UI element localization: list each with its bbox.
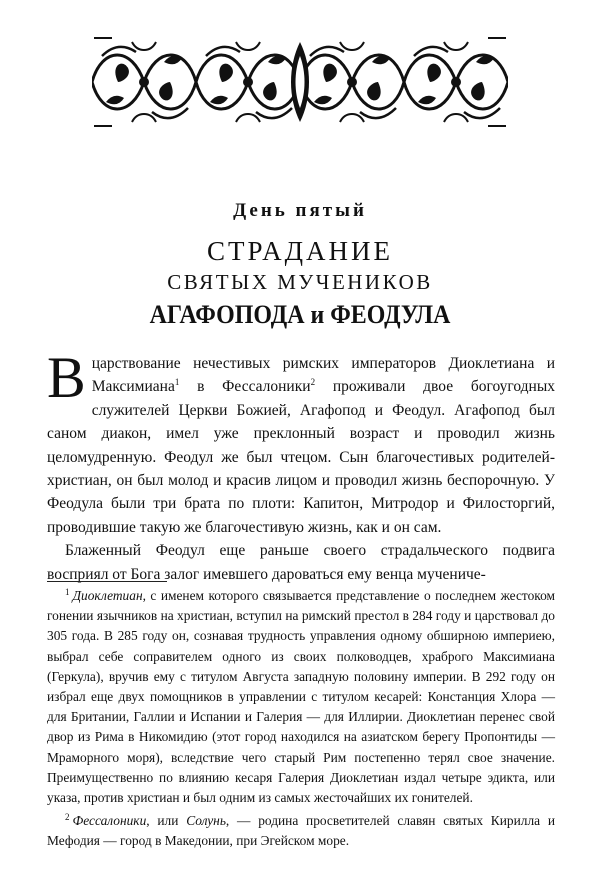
- footnote-number: 2: [65, 811, 70, 822]
- day-label: День пятый: [233, 200, 367, 221]
- drop-cap: В: [47, 345, 86, 410]
- footnote-2: [47, 811, 555, 851]
- paragraph-2: Блаженный Феодул еще раньше своего страдальческого подвига восприял от Бога залог имевшего дароваться ему венца мучениче-: [47, 542, 555, 583]
- floral-ornament-icon: [92, 36, 508, 128]
- footnote-divider: [47, 581, 167, 582]
- title-line-1: СТРАДАНИЕ: [207, 236, 393, 266]
- main-text: [47, 345, 555, 586]
- footnote-term-2: Солунь: [186, 813, 226, 829]
- paragraph-1-part-a: царствование нечестивых римских императоров Диоклетиана и Максимиана: [91, 355, 555, 396]
- paragraph-1: [47, 345, 555, 539]
- footnote-text: , — родина просветителей славян святых Кирилла и Мефодия — город в Македонии, при Эгейском море.: [47, 813, 555, 849]
- paragraph-1-part-c: проживали двое богоугодных служителей Церкви Божией, Агафопод и Феодул. Агафопод был саном диакон, имел уже преклонный возраст и проводил жизнь целомудренную. Феодул же был чтецом. Сын благочестивых родителей-христиан, он был молод и красив лицом и проводил жизнь беспорочную. У Феодула были три брата по плоти: Капитон, Митродор и Филосторгий, проводившие такую же благочестивую жизнь, как и он сам.: [47, 378, 555, 536]
- footnote-text-mid: , или: [146, 813, 187, 829]
- footnote-ref-1[interactable]: 1: [174, 377, 180, 388]
- footnote-term: Фессалоники: [72, 813, 147, 829]
- footnotes: [47, 586, 555, 852]
- footnote-1: [47, 586, 555, 808]
- footnote-text: , с именем которого связывается представление о последнем жестоком гонении язычников на христиан, вступил на римский престол в 284 году и царствовал до 305 года. В 285 году он, сознавая трудность управления одному обширною империею, выбрал себе соправителем одного из своих полководцев, храброго Максимиана (Геркула), вручив ему с титулом Августа западную половину империи. В 292 году он избрал еще двух помощников в управлении с титулом кесарей: Констанция Хлора — для Британии, Галлии и Испании и Галерия — для Иллирии. Диоклетиан перенес свой двор из Рима в Никомидию (этот город находился на азиатском берегу Пропонтиды — Мраморного моря), вследствие чего старый Рим постепенно терял свое значение. Преимущественно по влиянию кесаря Галерия Диоклетиан издал четыре эдикта, или указа, против христиан и был одним из самых жесточайших их гонителей.: [47, 588, 555, 806]
- title-line-2: СВЯТЫХ МУЧЕНИКОВ: [167, 270, 433, 294]
- footnote-term: Диоклетиан: [72, 588, 143, 603]
- footnote-ref-2[interactable]: 2: [310, 377, 316, 388]
- title-line-3: АГАФОПОДА и ФЕОДУЛА: [149, 300, 451, 329]
- paragraph-1-part-b: в Фессалоники: [179, 378, 311, 396]
- footnote-number: 1: [65, 586, 70, 597]
